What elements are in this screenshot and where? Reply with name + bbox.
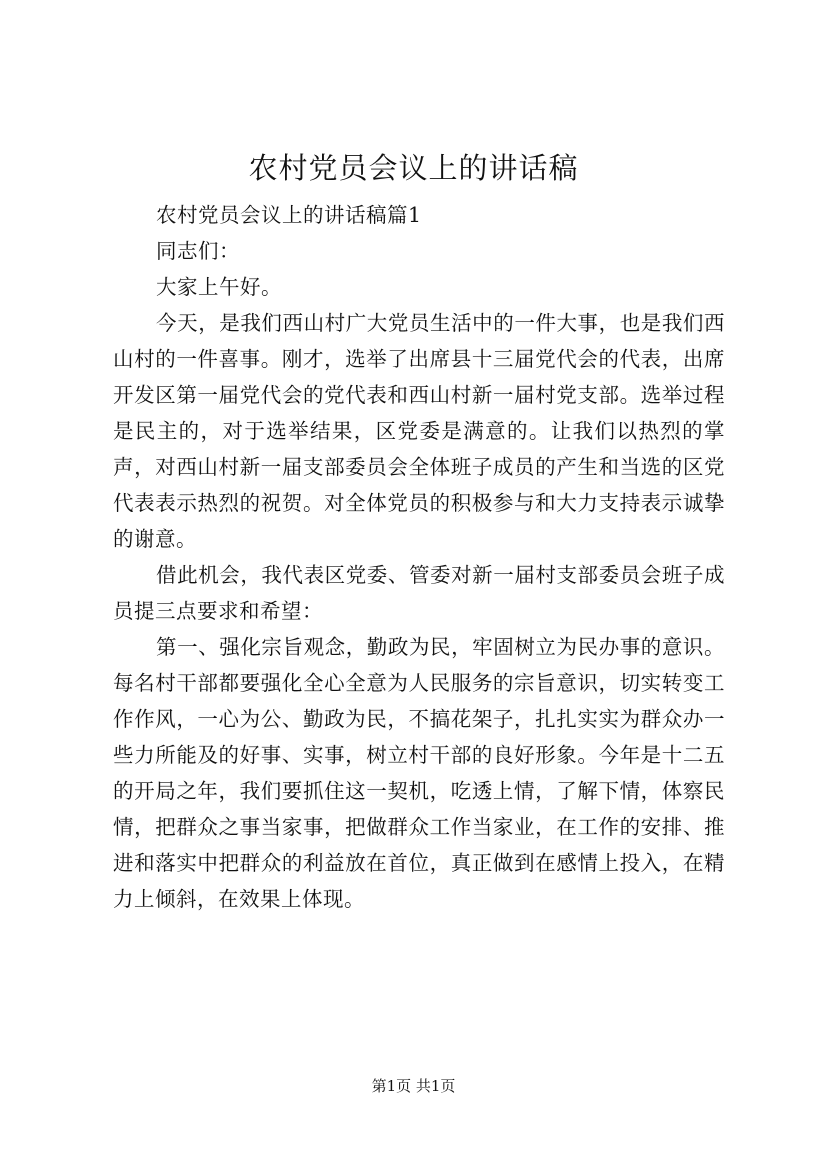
paragraph-heading: 农村党员会议上的讲话稿篇1 <box>156 203 422 227</box>
paragraph-body: 今天，是我们西山村广大党员生活中的一件大事，也是我们西山村的一件喜事。刚才，选举了出席县十三届党代会的代表，出席开发区第一届党代会的党代表和西山村新一届村党支部。选举过程是民主的，对于选举结果，区党委是满意的。让我们以热烈的掌声，对西山村新一届支部委员会全体班子成员的产生和当选的区党代表表示热烈的祝贺。对全体党员的积极参与和大力支持表示诚挚的谢意。 <box>113 311 725 551</box>
page-footer: 第1页 共1页 <box>371 1077 456 1095</box>
paragraph-body: 第一、强化宗旨观念，勤政为民，牢固树立为民办事的意识。每名村干部都要强化全心全意为人民服务的宗旨意识，切实转变工作作风，一心为公、勤政为民，不搞花架子，扎扎实实为群众办一些力所能及的好事、实事，树立村干部的良好形象。今年是十二五的开局之年，我们要抓住这一契机，吃透上情，了解下情，体察民情，把群众之事当家事，把做群众工作当家业，在工作的安排、推进和落实中把群众的利益放在首位，真正做到在感情上投入，在精力上倾斜，在效果上体现。 <box>113 635 725 911</box>
paragraph-body: 借此机会，我代表区党委、管委对新一届村支部委员会班子成员提三点要求和希望： <box>113 563 725 623</box>
paragraph-greeting: 大家上午好。 <box>156 275 283 299</box>
document-title: 农村党员会议上的讲话稿 <box>248 151 579 185</box>
paragraph-salutation: 同志们： <box>156 239 241 263</box>
document-body <box>113 197 725 917</box>
